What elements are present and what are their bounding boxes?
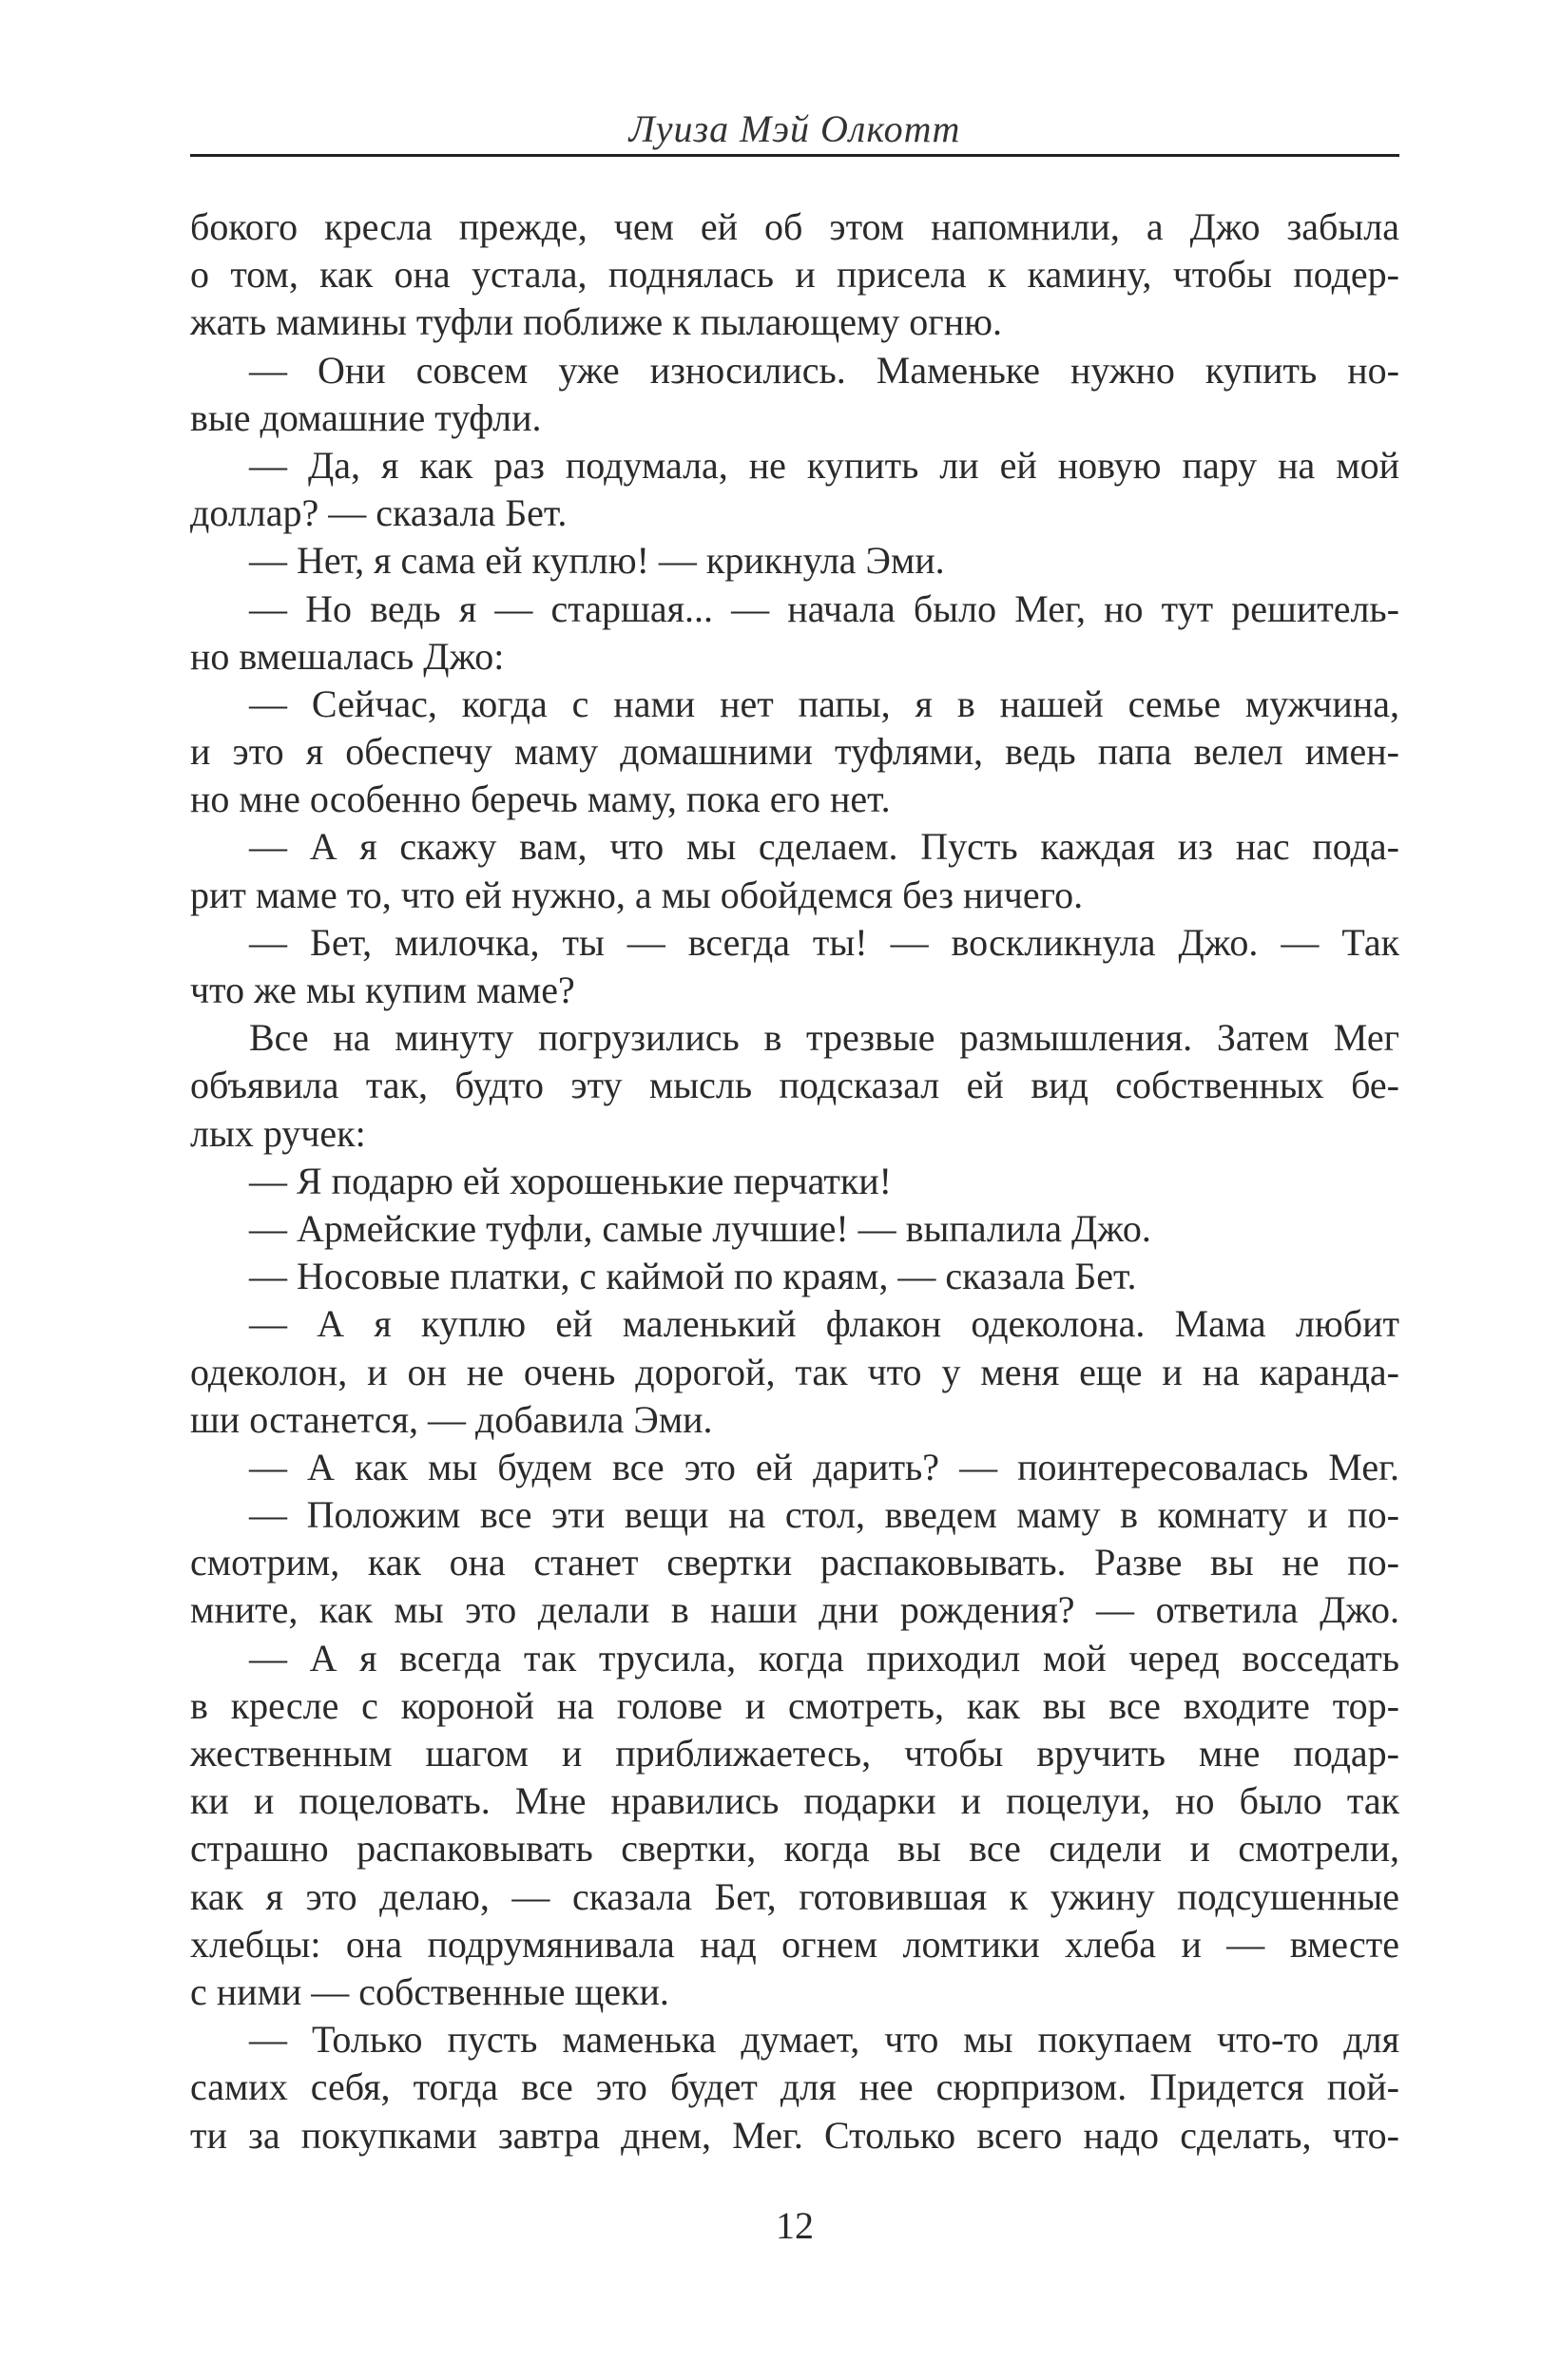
text-line: — Только пусть маменька думает, что мы покупаем что-то для [249,2018,1399,2062]
text-line: как я это делаю, — сказала Бет, готовившая к ужину подсушенные [190,1874,1399,1918]
text-line: ки и поцеловать. Мне нравились подарки и поцелуи, но было так [190,1779,1399,1823]
header-rule [190,154,1399,157]
text-line: ти за покупками завтра днем, Мег. Столько всего надо сделать, что- [190,2113,1399,2157]
text-line: Все на минуту погрузились в трезвые размышления. Затем Мег [249,1016,1399,1060]
text-line: но мне особенно беречь маму, пока его нет. [190,777,891,821]
page-number: 12 [776,2204,814,2247]
text-line: мните, как мы это делали в наши дни рождения? — ответила Джо. [190,1588,1399,1632]
text-line: бокого кресла прежде, чем ей об этом напомнили, а Джо забыла [190,205,1399,248]
text-line: страшно распаковывать свертки, когда вы все сидели и смотрели, [190,1827,1399,1871]
text-line: — А я куплю ей маленький флакон одеколона. Мама любит [249,1302,1399,1346]
text-line: — Носовые платки, с каймой по краям, — сказала Бет. [249,1255,1137,1298]
text-line: — А я всегда так трусила, когда приходил мой черед восседать [249,1636,1399,1679]
text-line: — Да, я как раз подумала, не купить ли ей новую пару на мой [249,443,1399,487]
text-line: объявила так, будто эту мысль подсказал ей вид собственных бе- [190,1064,1399,1107]
text-line: и это я обеспечу маму домашними туфлями, ведь папа велел имен- [190,730,1399,774]
text-line: что же мы купим маме? [190,969,575,1011]
text-line: — Нет, я сама ей куплю! — крикнула Эми. [249,539,945,583]
text-line: рит маме то, что ей нужно, а мы обойдемся без ничего. [190,873,1084,916]
text-line: о том, как она устала, поднялась и присела к камину, чтобы подер- [190,253,1399,297]
text-line: — Но ведь я — старшая... — начала было Мег, но тут решитель- [249,586,1399,630]
text-line: смотрим, как она станет свертки распаковывать. Разве вы не по- [190,1541,1399,1584]
text-line: одеколон, и он не очень дорогой, так что у меня еще и на каранда- [190,1350,1399,1393]
text-line: — Бет, милочка, ты — всегда ты! — воскликнула Джо. — Так [249,920,1399,964]
text-line: — Сейчас, когда с нами нет папы, я в нашей семье мужчина, [249,681,1399,725]
text-line: жественным шагом и приближаетесь, чтобы вручить мне подар- [190,1732,1399,1775]
text-line: с ними — собственные щеки. [190,1969,669,2013]
text-line: — А я скажу вам, что мы сделаем. Пусть каждая из нас пода- [249,825,1399,869]
text-line: самих себя, тогда все это будет для нее сюрпризом. Придется пой- [190,2065,1399,2109]
body-text [190,203,1399,2159]
text-line: хлебцы: она подрумянивала над огнем ломтики хлеба и — вместе [190,1922,1399,1966]
text-line: — Я подарю ей хорошенькие перчатки! [249,1159,892,1202]
text-line: — Положим все эти вещи на стол, введем маму в комнату и по- [249,1493,1399,1537]
text-line: ши останется, — добавила Эми. [190,1397,713,1441]
text-line: доллар? — сказала Бет. [190,491,568,535]
text-line: вые домашние туфли. [190,395,542,439]
running-head: Луиза Мэй Олкотт [628,107,961,150]
text-line: лых ручек: [190,1111,366,1155]
text-line: — Армейские туфли, самые лучшие! — выпалила Джо. [249,1206,1151,1250]
text-line: жать мамины туфли поближе к пылающему огню. [190,300,1002,344]
text-line: в кресле с короной на голове и смотреть, как вы все входите тор- [190,1683,1399,1727]
text-line: но вмешалась Джо: [190,634,505,678]
text-line: — А как мы будем все это ей дарить? — поинтересовалась Мег. [249,1445,1399,1488]
text-line: — Они совсем уже износились. Маменьке нужно купить но- [249,348,1399,392]
